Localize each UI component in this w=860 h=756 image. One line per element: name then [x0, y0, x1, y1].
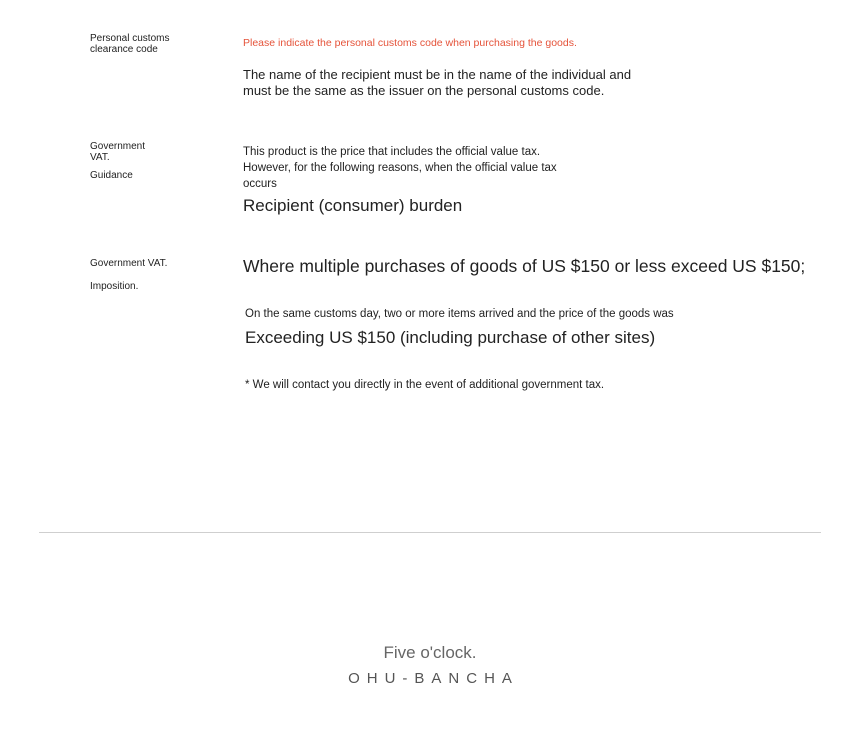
additional-tax-footnote: * We will contact you directly in the event of additional government tax. — [245, 379, 605, 391]
vat-imposition-headline: Where multiple purchases of goods of US $150 or less exceed US $150; — [243, 256, 806, 276]
recipient-name-note: The name of the recipient must be in the name of the individual and must be the same as the issuer on the personal customs code. — [243, 67, 632, 98]
vat-guidance-label: Government VAT. — [90, 141, 146, 163]
vat-imposition-subheadline: Exceeding US $150 (including purchase of other sites) — [245, 328, 656, 347]
vat-imposition-label: Government VAT. — [90, 258, 168, 269]
vat-guidance-headline: Recipient (consumer) burden — [243, 196, 463, 215]
customs-code-warning: Please indicate the personal customs code when purchasing the goods. — [243, 37, 577, 49]
vat-imposition-label-2: Imposition. — [90, 281, 139, 292]
brand-name: OHU-BANCHA — [348, 670, 519, 687]
vat-guidance-label-2: Guidance — [90, 170, 133, 181]
section-divider — [39, 532, 821, 533]
vat-imposition-text: On the same customs day, two or more items arrived and the price of the goods was — [245, 308, 674, 320]
vat-guidance-text: This product is the price that includes the official value tax. However, for the following reasons, when the official value tax occurs — [243, 146, 557, 190]
customs-code-label: Personal customs clearance code — [90, 33, 170, 55]
brand-tagline: Five o'clock. — [383, 643, 477, 662]
